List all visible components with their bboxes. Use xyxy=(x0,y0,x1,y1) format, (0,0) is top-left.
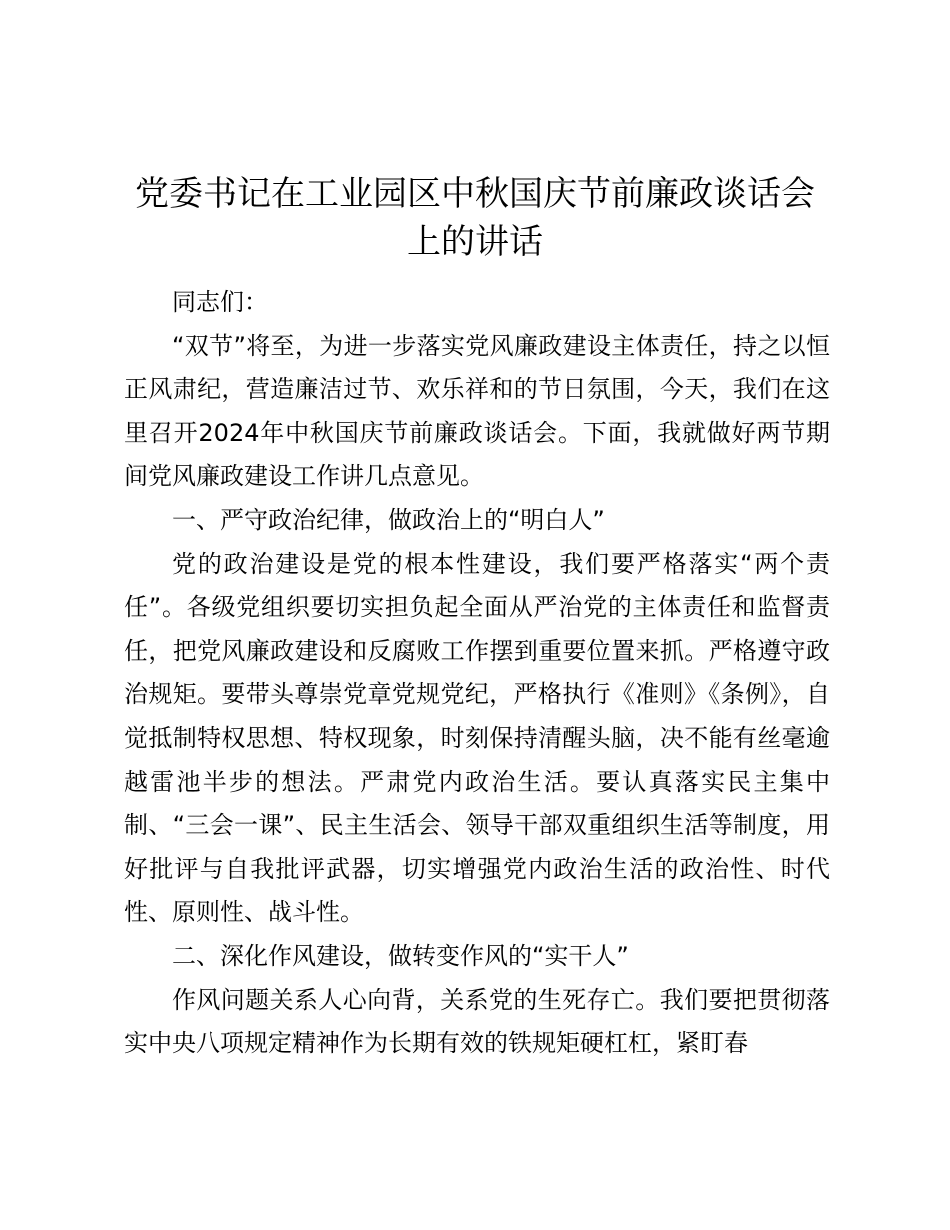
body-paragraph: 作风问题关系人心向背，关系党的生死存亡。我们要把贯彻落实中央八项规定精神作为长期有效的铁规矩硬杠杠，紧盯春 xyxy=(124,985,830,1058)
body-paragraph: “双节”将至，为进一步落实党风廉政建设主体责任，持之以恒正风肃纪，营造廉洁过节、欢乐祥和的节日氛围，今天，我们在这里召开2024年中秋国庆节前廉政谈话会。下面，我就做好两节期间党风廉政建设工作讲几点意见。 xyxy=(124,331,830,491)
section-heading: 二、深化作风建设，做转变作风的“实干人” xyxy=(172,941,629,970)
section-heading: 一、严守政治纪律，做政治上的“明白人” xyxy=(172,505,605,534)
document-title: 党委书记在工业园区中秋国庆节前廉政谈话会上的讲话 xyxy=(135,174,815,262)
salutation: 同志们： xyxy=(172,288,268,316)
document-body xyxy=(124,281,830,1066)
body-paragraph: 党的政治建设是党的根本性建设，我们要严格落实“两个责任”。各级党组织要切实担负起全面从严治党的主体责任和监督责任，把党风廉政建设和反腐败工作摆到重要位置来抓。严格遵守政治规矩。要带头尊崇党章党规党纪，严格执行《准则》《条例》，自觉抵制特权思想、特权现象，时刻保持清醒头脑，决不能有丝毫逾越雷池半步的想法。严肃党内政治生活。要认真落实民主集中制、“三会一课”、民主生活会、领导干部双重组织生活等制度，用好批评与自我批评武器，切实增强党内政治生活的政治性、时代性、原则性、战斗性。 xyxy=(124,549,830,927)
